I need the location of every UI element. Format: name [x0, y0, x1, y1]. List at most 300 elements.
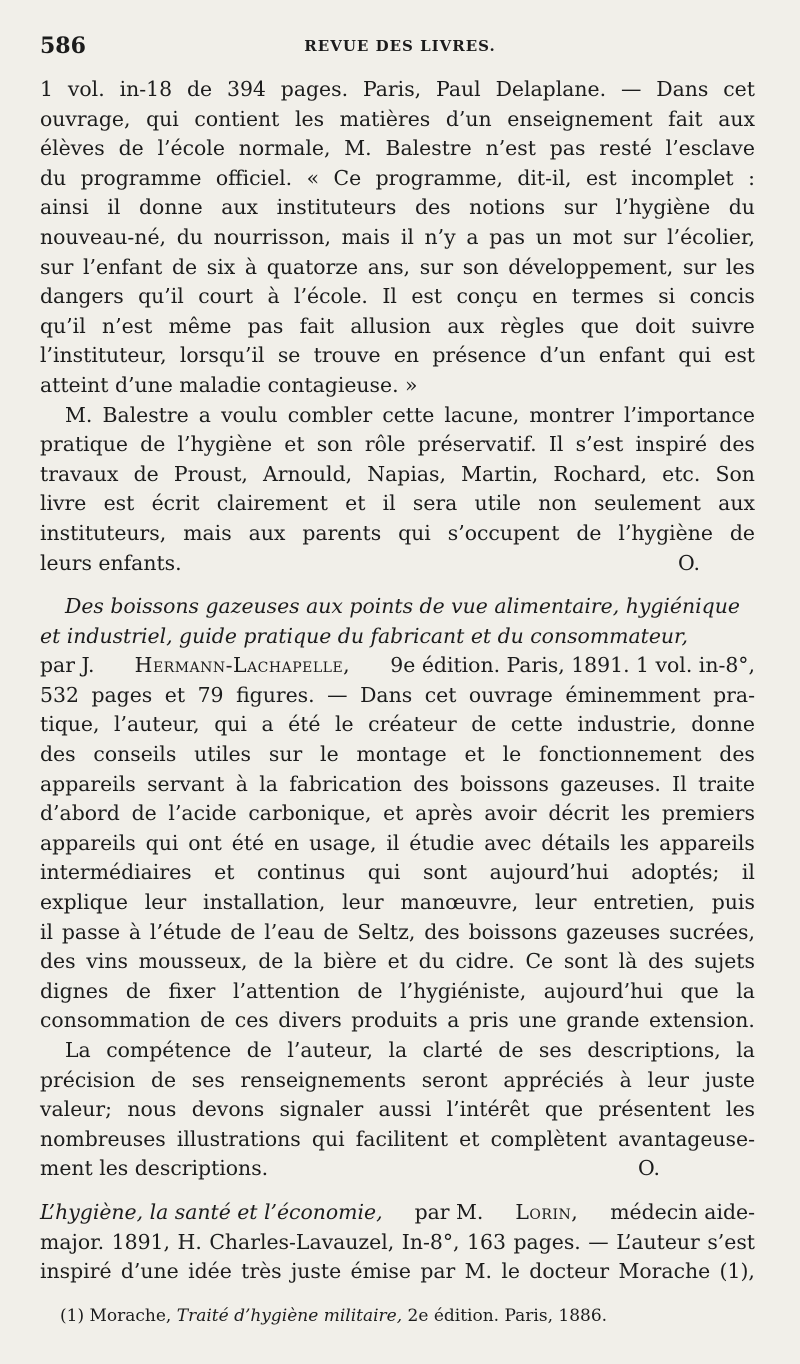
word: aux [248, 520, 286, 545]
word: est [103, 491, 135, 516]
word: normale, [238, 136, 331, 161]
word: la [736, 978, 755, 1003]
text-line [40, 164, 755, 194]
word: ces [234, 1008, 269, 1033]
word: des [719, 742, 755, 767]
word: termes [571, 284, 644, 309]
word: règles [500, 313, 565, 338]
word: installation, [203, 890, 326, 915]
text-line [40, 253, 755, 283]
word: l’importance [624, 402, 755, 427]
word: instituteurs [276, 195, 397, 220]
word: un [535, 224, 562, 249]
word: adoptés; [631, 860, 720, 885]
word: In-8°, [401, 1229, 460, 1254]
word: en [393, 343, 420, 368]
word: de [576, 520, 602, 545]
text-line [40, 1066, 755, 1096]
word: manœuvre, [400, 890, 519, 915]
word: consommation [40, 1008, 191, 1033]
word: in-18 [119, 77, 173, 101]
word: sur [419, 254, 454, 279]
word: rôle [364, 432, 406, 457]
word: Il [548, 432, 564, 457]
word: pas [549, 136, 586, 161]
word: donne [139, 195, 203, 220]
word: ont [188, 830, 222, 855]
word: mais [341, 224, 391, 249]
word: docteur [529, 1259, 610, 1284]
text-line [40, 105, 755, 135]
text-line [40, 193, 755, 223]
word: de [133, 461, 159, 486]
word: 532 [40, 682, 79, 707]
word: 394 [226, 77, 266, 101]
word: du [40, 165, 67, 190]
word: de [357, 978, 383, 1003]
word: qui [214, 712, 247, 737]
word: de [323, 919, 349, 944]
word: juste [290, 1259, 342, 1284]
word: signaler [279, 1097, 364, 1122]
word: les [725, 1097, 755, 1122]
word: enfant [598, 343, 665, 368]
word: il [386, 830, 400, 855]
word: a [466, 224, 479, 249]
word: — [588, 1229, 609, 1254]
word: préservatif. [417, 432, 537, 457]
word: devons [191, 1097, 265, 1122]
word: leur [647, 1067, 690, 1092]
word: seront [421, 1067, 488, 1092]
word: d’une [120, 1259, 179, 1284]
word: qu’il [138, 284, 184, 309]
word: contient [194, 106, 280, 131]
word: utile [474, 491, 521, 516]
word: écrit [151, 491, 200, 516]
word: Ce [333, 165, 362, 190]
word: de [729, 520, 755, 545]
line-text: leurs enfants. [40, 550, 182, 575]
book-title-line [40, 592, 755, 622]
author-name: Hermann-Lachapelle, [134, 653, 351, 678]
word: cette [510, 712, 563, 737]
word: appareils [40, 771, 136, 796]
word: des [40, 742, 76, 767]
word: renseignements [240, 1067, 406, 1092]
word: nombreuses [40, 1126, 166, 1151]
word: 1891, [111, 1229, 170, 1254]
word: de [140, 432, 166, 457]
word: à [244, 254, 258, 279]
word: Morache [618, 1259, 711, 1284]
word: suivre [691, 313, 755, 338]
text-line [40, 918, 755, 948]
word: en [273, 830, 300, 855]
text-line [40, 401, 755, 431]
word: mot [572, 224, 613, 249]
word: l’étude [149, 919, 222, 944]
word: si [658, 284, 676, 309]
word: passe [61, 919, 121, 944]
text-line [40, 1257, 755, 1287]
word: qui [678, 343, 711, 368]
word: sera [412, 491, 458, 516]
word: Il [672, 771, 687, 796]
word: mais [183, 520, 232, 545]
word: l’hygiène [618, 520, 713, 545]
word: vins [86, 949, 128, 974]
word: été [231, 830, 265, 855]
word: ans, [367, 254, 411, 279]
word: qu’il [40, 313, 86, 338]
word: ouvrage [468, 682, 553, 707]
word: du [728, 195, 755, 220]
word: qui [367, 860, 401, 885]
text-line [40, 549, 755, 579]
word: l’auteur, [287, 1038, 374, 1062]
word: n’est [101, 313, 153, 338]
word: conçu [456, 284, 518, 309]
word: de [200, 1008, 226, 1033]
line-text: ment les descriptions. [40, 1156, 269, 1181]
word: facilitent [355, 1126, 449, 1151]
word: de [131, 801, 157, 826]
text-line [40, 1036, 755, 1066]
word: même [168, 313, 232, 338]
word: ainsi [40, 195, 89, 220]
author-prefix: par J. [40, 653, 95, 678]
book-title: Des boissons gazeuses aux points de vue alimentaire, hygiénique [65, 594, 740, 619]
text-line [40, 977, 755, 1007]
word: aussi [378, 1097, 432, 1122]
text-line [40, 888, 755, 918]
word: l’hygiène [177, 432, 273, 457]
word: de [171, 254, 198, 279]
word: pages [91, 682, 153, 707]
word: « [306, 165, 320, 190]
word: par [420, 1259, 456, 1284]
word: Seltz, [357, 919, 416, 944]
word: pas [489, 224, 525, 249]
word: Napias, [367, 461, 446, 486]
word: des [414, 195, 451, 220]
review-lorin [40, 1198, 755, 1287]
word: présentent [598, 1097, 711, 1122]
word: gazeuses. [560, 771, 661, 796]
word: l’écolier, [667, 224, 755, 249]
word: les [725, 254, 755, 279]
word: voulu [221, 402, 278, 427]
word: le [501, 1259, 520, 1284]
word: élèves [40, 136, 105, 161]
word: de [125, 978, 151, 1003]
book-title: et industriel, guide pratique du fabricant et du consommateur, [40, 623, 689, 648]
word: clarté [422, 1038, 483, 1062]
word: que [544, 1097, 584, 1122]
word: l’école. [294, 284, 368, 309]
word: a [447, 1008, 460, 1033]
word: ouvrage, [40, 106, 131, 131]
text-line [40, 1198, 755, 1228]
word: dangers [40, 284, 124, 309]
word: aujourd’hui [543, 978, 663, 1003]
word: leur [342, 890, 384, 915]
word: clairement [216, 491, 328, 516]
word: ses [538, 1038, 572, 1062]
word: des [40, 949, 76, 974]
word: avoir [484, 801, 537, 826]
word: incomplet [631, 165, 734, 190]
word: est [585, 165, 617, 190]
word: est [724, 343, 755, 368]
word: officiel. [215, 165, 293, 190]
word: intermédiaires [40, 860, 192, 885]
word: qui [146, 106, 179, 131]
line-text: 9e édition. Paris, 1891. 1 vol. in-8°, [390, 653, 755, 678]
word: concis [689, 284, 755, 309]
word: Son [715, 461, 755, 486]
word: l’esclave [665, 136, 755, 161]
word: et [164, 682, 186, 707]
word: précision [40, 1067, 136, 1092]
word: illustrations [176, 1126, 301, 1151]
word: après [415, 801, 473, 826]
word: l’acide [168, 801, 237, 826]
text-line [40, 1125, 755, 1155]
word: montrer [529, 402, 614, 427]
word: juste [704, 1067, 755, 1092]
word: éminemment [565, 682, 701, 707]
reviewer-signature: O. [677, 550, 700, 575]
book-title-line [40, 622, 755, 652]
word: pages. [513, 1229, 581, 1254]
word: aux [221, 195, 259, 220]
word: programme, [375, 165, 503, 190]
word: quatorze [266, 254, 359, 279]
word: les [294, 106, 325, 131]
word: s’est [707, 1229, 755, 1254]
text-line [40, 1006, 755, 1036]
word: H. [177, 1229, 202, 1254]
word: qui [145, 830, 179, 855]
word: été [288, 712, 321, 737]
word: fait [668, 106, 703, 131]
word: et [464, 742, 485, 767]
word: s’occupent [447, 520, 560, 545]
main-text [40, 75, 755, 1287]
word: boissons [460, 771, 549, 796]
word: leur [144, 890, 187, 915]
word: six [206, 254, 236, 279]
word: divers [278, 1008, 342, 1033]
word: l’école [157, 136, 225, 161]
word: resté [599, 136, 652, 161]
word: vol. [67, 77, 105, 101]
word: puis [711, 890, 755, 915]
word: cidre. [455, 949, 515, 974]
text-line [40, 312, 755, 342]
word: n’y [424, 224, 456, 249]
word: aux [718, 491, 755, 516]
word: inspiré [635, 432, 708, 457]
text-line [40, 710, 755, 740]
word: sont [423, 860, 468, 885]
word: très [241, 1259, 282, 1284]
word: se [277, 343, 301, 368]
word: pris [468, 1008, 509, 1033]
word: des [719, 432, 755, 457]
word: l’intérêt [446, 1097, 530, 1122]
footnote-suffix: 2e édition. Paris, 1886. [407, 1306, 608, 1326]
word: de [150, 1067, 177, 1092]
word: aux [718, 106, 755, 131]
word: de [258, 949, 284, 974]
word: seulement [593, 491, 701, 516]
word: fait [299, 313, 335, 338]
text-line [40, 770, 755, 800]
word: trouve [313, 343, 381, 368]
word: détails [541, 830, 611, 855]
word: sur [682, 254, 717, 279]
word: la [736, 1038, 755, 1062]
word: est [411, 284, 443, 309]
text-line [40, 75, 755, 105]
word: avantageuse- [617, 1126, 755, 1151]
word: Il [382, 284, 397, 309]
word: en [532, 284, 558, 309]
word: a [261, 712, 274, 737]
word: tique, [40, 712, 100, 737]
word: et [284, 432, 305, 457]
word: conseils [93, 742, 177, 767]
text-line [40, 1154, 755, 1184]
word: et [214, 860, 235, 885]
word: complètent [490, 1126, 607, 1151]
word: parents [302, 520, 382, 545]
word: développement, [508, 254, 674, 279]
word: servant [147, 771, 225, 796]
text-line [40, 651, 755, 681]
line-text: médecin aide- [610, 1199, 755, 1224]
word: de [246, 1038, 272, 1062]
word: compétence [106, 1038, 232, 1062]
word: idée [188, 1259, 232, 1284]
word: La [65, 1038, 91, 1062]
word: sont [563, 949, 608, 974]
reviewer-signature: O. [637, 1156, 660, 1181]
word: Proust, [173, 461, 248, 486]
word: instituteurs, [40, 520, 167, 545]
word: à [619, 1067, 632, 1092]
footnote [60, 1306, 607, 1326]
text-line [40, 134, 755, 164]
word: le [502, 742, 522, 767]
word: Balestre [102, 402, 189, 427]
word: une [518, 1008, 557, 1033]
text-line [40, 223, 755, 253]
text-line [40, 341, 755, 371]
word: qui [398, 520, 431, 545]
word: Rochard, [553, 461, 648, 486]
text-line [40, 282, 755, 312]
word: il [40, 919, 54, 944]
word: d’un [539, 343, 586, 368]
word: Charles-Lavauzel, [209, 1229, 395, 1254]
word: gazeuses [566, 919, 661, 944]
text-line [40, 829, 755, 859]
word: il [107, 195, 121, 220]
word: livre [40, 491, 87, 516]
text-line: atteint d’une maladie contagieuse. » [40, 372, 418, 397]
word: mousseux, [138, 949, 248, 974]
word: leur [535, 890, 577, 915]
word: il [382, 491, 396, 516]
word: d’un [445, 106, 492, 131]
word: M. [344, 136, 372, 161]
word: programme [80, 165, 202, 190]
word: sur [623, 224, 657, 249]
word: continus [256, 860, 346, 885]
text-line [40, 947, 755, 977]
word: 79 [197, 682, 224, 707]
book-title: L’hygiène, la santé et l’économie, [40, 1199, 383, 1224]
word: matières [339, 106, 431, 131]
word: L’auteur [616, 1229, 700, 1254]
word: sur [40, 254, 74, 279]
word: cet [723, 77, 755, 101]
word: premiers [661, 801, 755, 826]
word: l’enfant [83, 254, 163, 279]
word: de [498, 1038, 524, 1062]
word: sucrées, [669, 919, 755, 944]
text-line [40, 681, 755, 711]
word: montage [356, 742, 447, 767]
word: Martin, [461, 461, 539, 486]
review-hermann-lachapelle [40, 592, 755, 1184]
text-line [40, 799, 755, 829]
word: de [471, 712, 497, 737]
running-head: REVUE DES LIVRES. [304, 37, 496, 55]
footnote-prefix: (1) Morache, [60, 1306, 172, 1326]
word: émise [350, 1259, 411, 1284]
word: les [621, 801, 651, 826]
word: les [620, 830, 650, 855]
word: appréciés [503, 1067, 604, 1092]
word: donne [691, 712, 755, 737]
text-line [40, 1228, 755, 1258]
word: à [235, 771, 248, 796]
word: l’auteur, [113, 712, 200, 737]
word: et [387, 949, 408, 974]
word: Delaplane. [495, 77, 607, 101]
word: pratique [40, 432, 128, 457]
word: lacune, [444, 402, 520, 427]
word: de [186, 77, 213, 101]
text-line [40, 519, 755, 549]
word: Paris, [362, 77, 422, 101]
word: des [648, 949, 684, 974]
text-line [40, 1095, 755, 1125]
word: aux [447, 313, 485, 338]
word: l’instituteur, [40, 343, 167, 368]
word: de [230, 919, 256, 944]
word: grande [566, 1008, 640, 1033]
word: que [580, 313, 619, 338]
word: extension. [649, 1008, 755, 1033]
word: Ce [525, 949, 554, 974]
word: à [267, 284, 280, 309]
